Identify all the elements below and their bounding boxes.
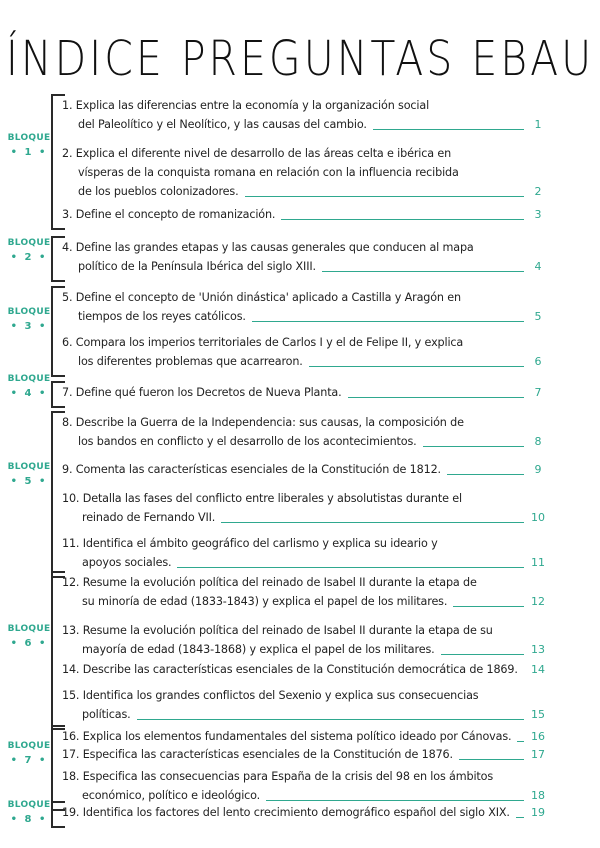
bloque-number: • 3 • [10, 321, 48, 332]
question-text: 11. Identifica el ámbito geográfico del carlismo y explica su ideario y [62, 537, 438, 550]
question-line [62, 592, 524, 611]
page-number: 13 [531, 643, 545, 656]
page-number: 15 [531, 708, 545, 721]
question-item[interactable] [62, 573, 524, 611]
question-line [62, 333, 524, 352]
question-text: económico, político e ideológico. [82, 789, 261, 802]
question-text: 15. Identifica los grandes conflictos del Sexenio y explica sus consecuencias [62, 689, 479, 702]
question-item[interactable] [62, 660, 524, 679]
question-line [62, 553, 524, 572]
question-line [62, 288, 524, 307]
question-text: 4. Define las grandes etapas y las causas generales que conducen al mapa [62, 241, 474, 254]
question-text: 18. Especifica las consecuencias para España de la crisis del 98 en los ámbitos [62, 770, 494, 783]
question-text: 12. Resume la evolución política del reinado de Isabel II durante la etapa de [62, 576, 477, 589]
page-number: 5 [534, 310, 542, 323]
question-line [62, 534, 524, 553]
question-line [62, 460, 524, 479]
question-line [62, 573, 524, 592]
page-number: 3 [534, 208, 542, 221]
bloque-title: BLOQUE [7, 624, 51, 634]
question-line [62, 727, 524, 746]
question-text: 16. Explica los elementos fundamentales del sistema político ideado por Cánovas. [62, 730, 512, 743]
question-text: vísperas de la conquista romana en relación con la influencia recibida [78, 166, 459, 179]
question-text: los diferentes problemas que acarrearon. [78, 355, 303, 368]
question-item[interactable] [62, 460, 524, 479]
question-line [62, 257, 524, 276]
question-text: de los pueblos colonizadores. [78, 185, 239, 198]
question-item[interactable] [62, 333, 524, 371]
question-line [62, 745, 524, 764]
question-line [62, 307, 524, 326]
leader-line [447, 474, 524, 475]
page-number: 11 [531, 556, 545, 569]
leader-line [177, 567, 524, 568]
question-text: los bandos en conflicto y el desarrollo de los acontecimientos. [78, 435, 417, 448]
leader-line [137, 719, 524, 720]
bloque-label [5, 741, 53, 766]
page-number: 9 [534, 463, 542, 476]
page-number: 18 [531, 789, 545, 802]
question-line [62, 489, 524, 508]
question-item[interactable] [62, 489, 524, 527]
page-number: 19 [531, 806, 545, 819]
bloque-number: • 6 • [10, 638, 48, 649]
question-text: 13. Resume la evolución política del reinado de Isabel II durante la etapa de su [62, 624, 493, 637]
question-line [62, 660, 524, 679]
bloque-title: BLOQUE [7, 307, 51, 317]
question-item[interactable] [62, 727, 524, 746]
question-text: 9. Comenta las características esenciales de la Constitución de 1812. [62, 463, 441, 476]
page-number: 4 [534, 260, 542, 273]
question-text: 6. Compara los imperios territoriales de Carlos I y el de Felipe II, y explica [62, 336, 464, 349]
bloque-title: BLOQUE [7, 238, 51, 248]
question-text: mayoría de edad (1843-1868) y explica el papel de los militares. [82, 643, 435, 656]
leader-line [423, 446, 524, 447]
question-line [62, 432, 524, 451]
question-text: 8. Describe la Guerra de la Independencia: sus causas, la composición de [62, 416, 464, 429]
question-line [62, 803, 524, 822]
bloque-title: BLOQUE [7, 374, 51, 384]
bloque-number: • 2 • [10, 252, 48, 263]
question-text: políticas. [82, 708, 131, 721]
question-line [62, 352, 524, 371]
question-line [62, 115, 524, 134]
bloque-number: • 7 • [10, 755, 48, 766]
question-item[interactable] [62, 767, 524, 805]
leader-line [373, 129, 524, 130]
page-number: 7 [534, 386, 542, 399]
question-text: apoyos sociales. [82, 556, 172, 569]
question-line [62, 705, 524, 724]
question-line [62, 640, 524, 659]
page-title: ÍNDICE PREGUNTAS EBAU [5, 30, 595, 87]
question-line [62, 96, 524, 115]
bloque-label [5, 800, 53, 825]
question-item[interactable] [62, 383, 524, 402]
bloque-title: BLOQUE [7, 133, 51, 143]
leader-line [309, 366, 524, 367]
bloque-number: • 4 • [10, 388, 48, 399]
question-text: político de la Península Ibérica del siglo XIII. [78, 260, 316, 273]
question-text: 17. Especifica las características esenciales de la Constitución de 1876. [62, 748, 453, 761]
bloque-number: • 1 • [10, 147, 48, 158]
question-line [62, 383, 524, 402]
bloque-label [5, 307, 53, 332]
question-text: 10. Detalla las fases del conflicto entre liberales y absolutistas durante el [62, 492, 462, 505]
question-text: 3. Define el concepto de romanización. [62, 208, 276, 221]
question-line [62, 205, 524, 224]
question-text: del Paleolítico y el Neolítico, y las causas del cambio. [78, 118, 367, 131]
bloque-number: • 8 • [10, 814, 48, 825]
question-text: 19. Identifica los factores del lento crecimiento demográfico español del siglo XIX. [62, 806, 510, 819]
question-text: tiempos de los reyes católicos. [78, 310, 246, 323]
page-number: 17 [531, 748, 545, 761]
page-number: 8 [534, 435, 542, 448]
bloque-label [5, 374, 53, 399]
question-item[interactable] [62, 288, 524, 326]
bloque-title: BLOQUE [7, 741, 51, 751]
question-item[interactable] [62, 96, 524, 134]
bloque-label [5, 462, 53, 487]
question-item[interactable] [62, 534, 524, 572]
bloque-label [5, 624, 53, 649]
leader-line [221, 522, 524, 523]
question-line [62, 238, 524, 257]
question-item[interactable] [62, 205, 524, 224]
question-text: 1. Explica las diferencias entre la economía y la organización social [62, 99, 430, 112]
page-number: 1 [534, 118, 542, 131]
leader-line [281, 219, 524, 220]
question-text: 5. Define el concepto de 'Unión dinástica' aplicado a Castilla y Aragón en [62, 291, 461, 304]
question-line [62, 621, 524, 640]
question-text: 14. Describe las características esenciales de la Constitución democrática de 1869. [62, 663, 518, 676]
page-number: 6 [534, 355, 542, 368]
page-number: 16 [531, 730, 545, 743]
page-number: 12 [531, 595, 545, 608]
question-line [62, 508, 524, 527]
question-text: reinado de Fernando VII. [82, 511, 216, 524]
question-text: su minoría de edad (1833-1843) y explica el papel de los militares. [82, 595, 448, 608]
question-line [62, 144, 524, 163]
leader-line [517, 741, 524, 742]
question-item[interactable] [62, 803, 524, 822]
leader-line [441, 654, 524, 655]
question-item[interactable] [62, 686, 524, 724]
leader-line [348, 397, 524, 398]
question-line [62, 182, 524, 201]
page-number: 10 [531, 511, 545, 524]
question-item[interactable] [62, 144, 524, 201]
question-item[interactable] [62, 621, 524, 659]
leader-line [453, 606, 524, 607]
question-line [62, 686, 524, 705]
question-line [62, 413, 524, 432]
leader-line [252, 321, 524, 322]
question-item[interactable] [62, 238, 524, 276]
leader-line [459, 759, 524, 760]
leader-line [516, 817, 524, 818]
page-number: 2 [534, 185, 542, 198]
question-line [62, 163, 524, 182]
bloque-label [5, 133, 53, 158]
leader-line [322, 271, 524, 272]
question-text: 2. Explica el diferente nivel de desarrollo de las áreas celta e ibérica en [62, 147, 452, 160]
leader-line [245, 196, 525, 197]
bloque-title: BLOQUE [7, 800, 51, 810]
question-line [62, 767, 524, 786]
bloque-label [5, 238, 53, 263]
question-item[interactable] [62, 413, 524, 451]
question-text: 7. Define qué fueron los Decretos de Nueva Planta. [62, 386, 342, 399]
bloque-title: BLOQUE [7, 462, 51, 472]
leader-line [266, 800, 524, 801]
question-item[interactable] [62, 745, 524, 764]
bloque-number: • 5 • [10, 476, 48, 487]
page-number: 14 [531, 663, 545, 676]
